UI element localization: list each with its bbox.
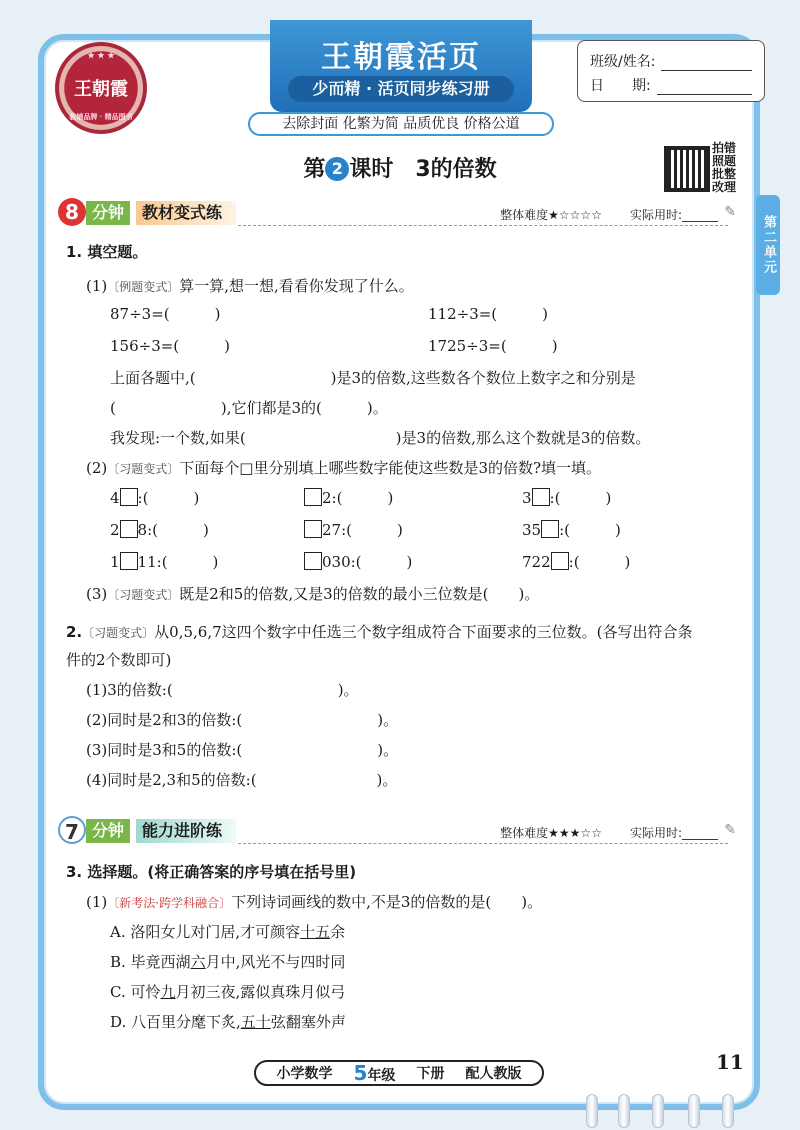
digit-fill-item[interactable] [522, 520, 621, 540]
underlined-number: 五十 [240, 1013, 271, 1031]
binder-ring [586, 1094, 598, 1128]
question-1-part-2 [86, 458, 601, 479]
question-tag: 〔习题变式〕 [82, 626, 155, 640]
fill-suffix: :( ) [568, 553, 631, 571]
section-meta [500, 206, 718, 223]
class-name-label: 班级/姓名: [590, 54, 656, 70]
option-text: 月中,风光不与四时同 [205, 953, 346, 971]
section-minutes-unit: 分钟 [86, 819, 130, 843]
slogan: 去除封面 化繁为简 品质优良 价格公道 [248, 112, 554, 136]
digit-box[interactable] [551, 552, 569, 570]
section-minutes: 8 [58, 198, 86, 226]
answer-line[interactable]: (1)3的倍数:( )。 [86, 681, 359, 699]
section-textbook-practice [58, 198, 748, 228]
question-3-title: 3. 选择题。(将正确答案的序号填在括号里) [66, 863, 357, 881]
part-tag: 〔习题变式〕 [107, 588, 180, 602]
digit-fill-item[interactable] [110, 552, 218, 572]
digit-box[interactable] [304, 488, 322, 506]
digit-box[interactable] [304, 552, 322, 570]
fill-suffix: 2:( ) [322, 489, 394, 507]
lesson-prefix: 第 [303, 157, 326, 182]
fill-suffix: :( ) [137, 489, 200, 507]
part-number: (2) [86, 459, 108, 477]
option-text: A. 洛阳女儿对门居,才可颜容 [110, 923, 301, 941]
calc-item[interactable]: 1725÷3=( ) [428, 337, 558, 355]
qr-caption-line: 改理 [712, 180, 737, 194]
date-label: 日 期: [590, 78, 651, 94]
digit-box[interactable] [120, 520, 138, 538]
fill-suffix: 030:( ) [322, 553, 413, 571]
section-name: 能力进阶练 [136, 819, 236, 843]
option-text: C. 可怜 [110, 983, 161, 1001]
option-text: 弦翻塞外声 [270, 1013, 346, 1031]
digit-box[interactable] [532, 488, 550, 506]
brand-banner [270, 20, 532, 112]
fill-prefix: 2 [110, 521, 120, 539]
part-number: (3) [86, 585, 108, 603]
choice-option[interactable] [110, 952, 345, 972]
fill-line[interactable]: 我发现:一个数,如果( )是3的倍数,那么这个数就是3的倍数。 [110, 429, 651, 447]
section-meta [500, 824, 718, 841]
grade-unit: 年级 [367, 1068, 396, 1084]
logo-stars: ★ ★ ★ [87, 50, 115, 60]
section-minutes-unit: 分钟 [86, 201, 130, 225]
underlined-number: 十五 [300, 923, 331, 941]
footer-edition: 配人教版 [465, 1066, 522, 1082]
section-advanced-practice [58, 816, 748, 846]
option-text: B. 毕竟西湖 [110, 953, 191, 971]
fill-prefix: 4 [110, 489, 120, 507]
question-1-part-1 [86, 276, 414, 297]
section-divider [238, 843, 728, 844]
binder-ring [722, 1094, 734, 1128]
fill-prefix: 1 [110, 553, 120, 571]
binder-ring [688, 1094, 700, 1128]
difficulty-rating: 整体难度★☆☆☆☆ [500, 208, 602, 222]
question-text: 从0,5,6,7这四个数字中任选三个数字组成符合下面要求的三位数。(各写出符合条 [154, 623, 693, 641]
footer-subject: 小学数学 [276, 1066, 333, 1082]
digit-box[interactable] [120, 552, 138, 570]
fill-suffix: :( ) [559, 521, 621, 539]
digit-fill-item[interactable] [304, 520, 403, 540]
digit-fill-item[interactable] [304, 488, 393, 508]
part-text: 下列诗词画线的数中,不是3的倍数的是( )。 [231, 893, 543, 911]
binder-ring [618, 1094, 630, 1128]
calc-item[interactable]: 87÷3=( ) [110, 305, 221, 323]
digit-fill-item[interactable] [304, 552, 412, 572]
question-text-cont: 件的2个数即可) [66, 651, 172, 669]
section-name: 教材变式练 [136, 201, 236, 225]
class-name-field[interactable] [661, 57, 752, 71]
digit-fill-item[interactable] [522, 552, 630, 572]
brand-logo [55, 42, 147, 134]
fill-suffix: :( ) [549, 489, 612, 507]
section-divider [238, 225, 728, 226]
time-used-field[interactable]: 实际用时:______ [629, 208, 718, 222]
answer-line[interactable]: (4)同时是2,3和5的倍数:( )。 [86, 771, 398, 789]
part-text: 下面每个□里分别填上哪些数字能使这些数是3的倍数?填一填。 [179, 459, 602, 477]
book-footer [254, 1060, 544, 1086]
page-frame [38, 34, 760, 1110]
footer-volume: 下册 [416, 1066, 445, 1082]
fill-suffix: 8:( ) [137, 521, 209, 539]
pencil-icon: ✎ [724, 822, 736, 838]
fill-line[interactable]: 上面各题中,( )是3的倍数,这些数各个数位上数字之和分别是 [110, 369, 636, 387]
calc-item[interactable]: 112÷3=( ) [428, 305, 549, 323]
choice-option[interactable] [110, 1012, 346, 1032]
brand-title: 王朝霞活页 [321, 40, 481, 75]
calc-item[interactable]: 156÷3=( ) [110, 337, 231, 355]
page-number: 11 [716, 1050, 744, 1074]
underlined-number: 九 [160, 983, 176, 1001]
brand-subtitle: 少而精 · 活页同步练习册 [288, 76, 514, 102]
lesson-suffix: 课时 3的倍数 [349, 157, 497, 182]
answer-line[interactable]: (3)同时是3和5的倍数:( )。 [86, 741, 399, 759]
fill-prefix: 722 [522, 553, 551, 571]
section-minutes: 7 [58, 816, 86, 844]
qr-caption-line: 照题 [712, 154, 737, 168]
binder-rings [0, 1094, 800, 1130]
question-3-part-1[interactable] [86, 892, 542, 913]
digit-box[interactable] [541, 520, 559, 538]
fill-suffix: 27:( ) [322, 521, 403, 539]
time-used-field[interactable]: 实际用时:______ [629, 826, 718, 840]
digit-fill-item[interactable] [110, 520, 209, 540]
footer-grade [354, 1061, 396, 1085]
digit-fill-item[interactable] [110, 488, 199, 508]
student-info-box [577, 40, 765, 102]
grade-number: 5 [353, 1061, 368, 1085]
question-1-part-3[interactable] [86, 584, 539, 605]
part-tag: 〔习题变式〕 [107, 462, 180, 476]
part-tag: 〔新考法·跨学科融合〕 [107, 896, 232, 910]
option-text: 月初三夜,露似真珠月似弓 [175, 983, 346, 1001]
digit-fill-item[interactable] [522, 488, 611, 508]
unit-side-tab: 第二单元 [756, 195, 780, 295]
part-number: (1) [86, 277, 108, 295]
option-text: D. 八百里分麾下炙, [110, 1013, 241, 1031]
binder-ring [652, 1094, 664, 1128]
part-text: 既是2和5的倍数,又是3的倍数的最小三位数是( )。 [179, 585, 540, 603]
pencil-icon: ✎ [724, 204, 736, 220]
question-1-title: 1. 填空题。 [66, 243, 148, 261]
question-number: 2. [66, 623, 83, 641]
fill-prefix: 3 [522, 489, 532, 507]
qr-caption [712, 142, 746, 194]
qr-caption-line: 拍错 [712, 141, 737, 155]
qr-code-icon[interactable] [664, 146, 710, 192]
part-tag: 〔例题变式〕 [107, 280, 180, 294]
lesson-number: 2 [325, 157, 349, 181]
logo-text: 王朝霞 [74, 79, 128, 100]
logo-caption: 教辅品牌 · 精品图书 [69, 112, 133, 121]
fill-prefix: 35 [522, 521, 542, 539]
difficulty-rating: 整体难度★★★☆☆ [500, 826, 602, 840]
underlined-number: 六 [190, 953, 206, 971]
answer-line[interactable]: (2)同时是2和3的倍数:( )。 [86, 711, 399, 729]
part-text: 算一算,想一想,看看你发现了什么。 [179, 277, 414, 295]
question-2-title [66, 622, 693, 643]
date-field[interactable] [657, 81, 752, 95]
part-number: (1) [86, 893, 108, 911]
qr-caption-line: 批整 [712, 167, 737, 181]
option-text: 余 [330, 923, 346, 941]
choice-option[interactable] [110, 982, 345, 1002]
fill-suffix: 11:( ) [137, 553, 219, 571]
digit-box[interactable] [120, 488, 138, 506]
digit-box[interactable] [304, 520, 322, 538]
choice-option[interactable] [110, 922, 345, 942]
fill-line[interactable]: ( ),它们都是3的( )。 [110, 399, 388, 417]
